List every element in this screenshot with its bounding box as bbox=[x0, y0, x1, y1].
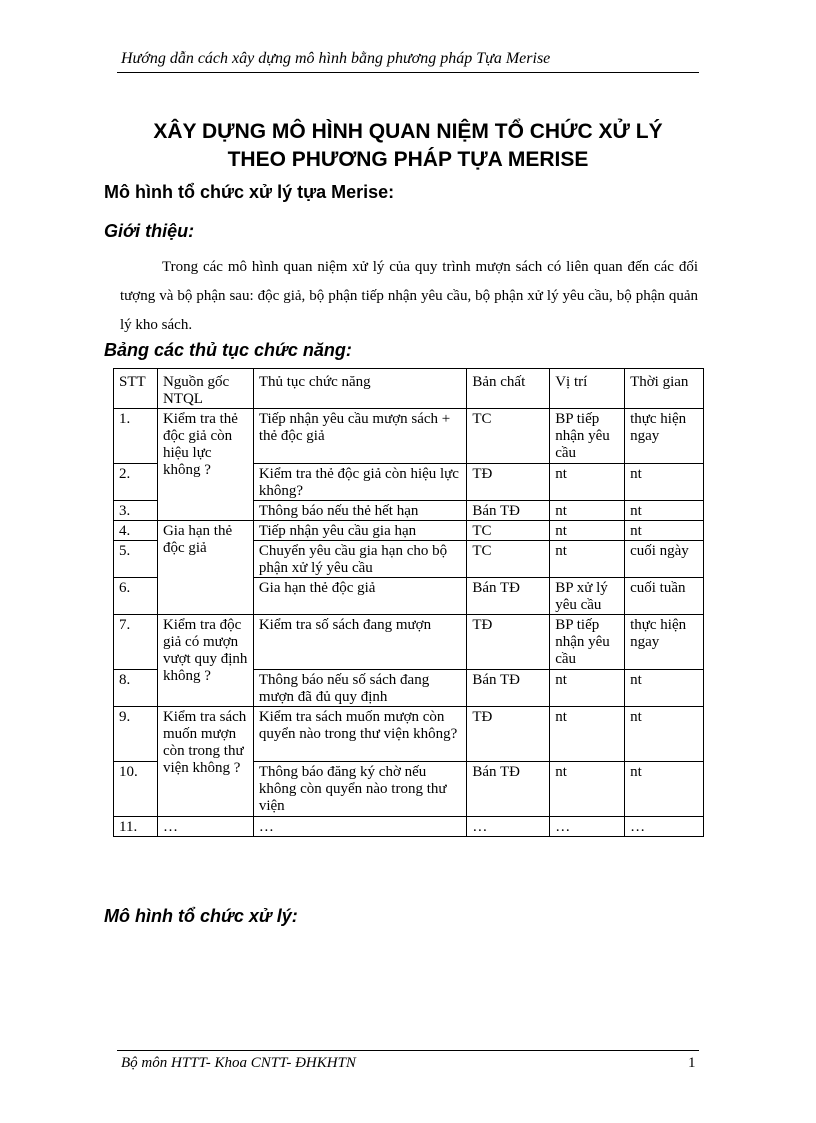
cell-procedure: Chuyển yêu cầu gia hạn cho bộ phận xử lý yêu cầu bbox=[253, 541, 467, 578]
cell-nature: TC bbox=[467, 521, 550, 541]
cell-location: … bbox=[550, 817, 625, 837]
cell-stt: 1. bbox=[114, 409, 158, 464]
header-stt: STT bbox=[114, 369, 158, 409]
cell-time: nt bbox=[625, 707, 704, 762]
cell-stt: 3. bbox=[114, 501, 158, 521]
cell-stt: 10. bbox=[114, 762, 158, 817]
cell-time: thực hiện ngay bbox=[625, 615, 704, 670]
cell-nature: TC bbox=[467, 409, 550, 464]
cell-time: cuối ngày bbox=[625, 541, 704, 578]
cell-source-group: Gia hạn thẻ độc giả bbox=[157, 521, 253, 615]
table-header-row bbox=[114, 369, 704, 409]
page-number: 1 bbox=[688, 1055, 696, 1071]
cell-time: nt bbox=[625, 464, 704, 501]
cell-procedure: … bbox=[253, 817, 467, 837]
table-row bbox=[114, 817, 704, 837]
cell-nature: Bán TĐ bbox=[467, 501, 550, 521]
cell-stt: 9. bbox=[114, 707, 158, 762]
cell-procedure: Tiếp nhận yêu cầu gia hạn bbox=[253, 521, 467, 541]
cell-location: nt bbox=[550, 541, 625, 578]
cell-stt: 8. bbox=[114, 670, 158, 707]
table-row bbox=[114, 409, 704, 464]
cell-procedure: Gia hạn thẻ độc giả bbox=[253, 578, 467, 615]
cell-time: cuối tuần bbox=[625, 578, 704, 615]
cell-procedure: Thông báo nếu thẻ hết hạn bbox=[253, 501, 467, 521]
cell-location: nt bbox=[550, 762, 625, 817]
cell-procedure: Kiểm tra số sách đang mượn bbox=[253, 615, 467, 670]
cell-location: nt bbox=[550, 521, 625, 541]
title-line-1: XÂY DỰNG MÔ HÌNH QUAN NIỆM TỔ CHỨC XỬ LÝ bbox=[153, 120, 663, 143]
cell-nature: … bbox=[467, 817, 550, 837]
table-row bbox=[114, 615, 704, 670]
cell-nature: Bán TĐ bbox=[467, 762, 550, 817]
cell-nature: TĐ bbox=[467, 615, 550, 670]
cell-time: thực hiện ngay bbox=[625, 409, 704, 464]
cell-nature: TĐ bbox=[467, 464, 550, 501]
header-procedure: Thủ tục chức năng bbox=[253, 369, 467, 409]
cell-location: BP tiếp nhận yêu cầu bbox=[550, 409, 625, 464]
header-source: Nguồn gốc NTQL bbox=[157, 369, 253, 409]
table-row bbox=[114, 521, 704, 541]
cell-nature: Bán TĐ bbox=[467, 670, 550, 707]
cell-location: nt bbox=[550, 464, 625, 501]
document-title bbox=[100, 118, 716, 174]
cell-nature: TĐ bbox=[467, 707, 550, 762]
cell-stt: 7. bbox=[114, 615, 158, 670]
cell-location: nt bbox=[550, 707, 625, 762]
cell-source-group: Kiểm tra thẻ độc giả còn hiệu lực không ? bbox=[157, 409, 253, 521]
header-location: Vị trí bbox=[550, 369, 625, 409]
cell-stt: 6. bbox=[114, 578, 158, 615]
cell-time: nt bbox=[625, 670, 704, 707]
cell-nature: Bán TĐ bbox=[467, 578, 550, 615]
cell-procedure: Kiểm tra sách muốn mượn còn quyển nào trong thư viện không? bbox=[253, 707, 467, 762]
cell-procedure: Tiếp nhận yêu cầu mượn sách + thẻ độc giả bbox=[253, 409, 467, 464]
cell-procedure: Thông báo nếu số sách đang mượn đã đủ quy định bbox=[253, 670, 467, 707]
cell-source-group: Kiểm tra sách muốn mượn còn trong thư viện không ? bbox=[157, 707, 253, 817]
cell-procedure: Thông báo đăng ký chờ nếu không còn quyển nào trong thư viện bbox=[253, 762, 467, 817]
cell-source-group: Kiểm tra độc giả có mượn vượt quy định không ? bbox=[157, 615, 253, 707]
cell-time: … bbox=[625, 817, 704, 837]
cell-time: nt bbox=[625, 501, 704, 521]
heading-processing-model: Mô hình tổ chức xử lý: bbox=[104, 906, 298, 926]
cell-stt: 4. bbox=[114, 521, 158, 541]
cell-time: nt bbox=[625, 762, 704, 817]
header-rule bbox=[117, 72, 699, 73]
cell-stt: 5. bbox=[114, 541, 158, 578]
footer-rule bbox=[117, 1050, 699, 1051]
running-footer: Bộ môn HTTT- Khoa CNTT- ĐHKHTN bbox=[121, 1055, 356, 1071]
cell-stt: 11. bbox=[114, 817, 158, 837]
intro-paragraph: Trong các mô hình quan niệm xử lý của quy trình mượn sách có liên quan đến các đối tượng và bộ phận sau: độc giả, bộ phận tiếp nhận yêu cầu, bộ phận xử lý yêu cầu, bộ phận quản lý kho sách. bbox=[120, 259, 698, 333]
heading-model-merise: Mô hình tổ chức xử lý tựa Merise: bbox=[104, 182, 395, 202]
header-nature: Bản chất bbox=[467, 369, 550, 409]
cell-source: … bbox=[157, 817, 253, 837]
cell-location: nt bbox=[550, 670, 625, 707]
cell-time: nt bbox=[625, 521, 704, 541]
cell-nature: TC bbox=[467, 541, 550, 578]
title-line-2: THEO PHƯƠNG PHÁP TỰA MERISE bbox=[227, 148, 589, 171]
table-row bbox=[114, 707, 704, 762]
heading-function-table: Bảng các thủ tục chức năng: bbox=[104, 340, 352, 360]
cell-location: BP tiếp nhận yêu cầu bbox=[550, 615, 625, 670]
running-header: Hướng dẫn cách xây dựng mô hình bằng phương pháp Tựa Merise bbox=[121, 50, 551, 67]
header-time: Thời gian bbox=[625, 369, 704, 409]
function-procedures-table bbox=[113, 368, 704, 837]
cell-stt: 2. bbox=[114, 464, 158, 501]
cell-location: BP xử lý yêu cầu bbox=[550, 578, 625, 615]
heading-introduction: Giới thiệu: bbox=[104, 221, 195, 241]
cell-procedure: Kiểm tra thẻ độc giả còn hiệu lực không? bbox=[253, 464, 467, 501]
cell-location: nt bbox=[550, 501, 625, 521]
